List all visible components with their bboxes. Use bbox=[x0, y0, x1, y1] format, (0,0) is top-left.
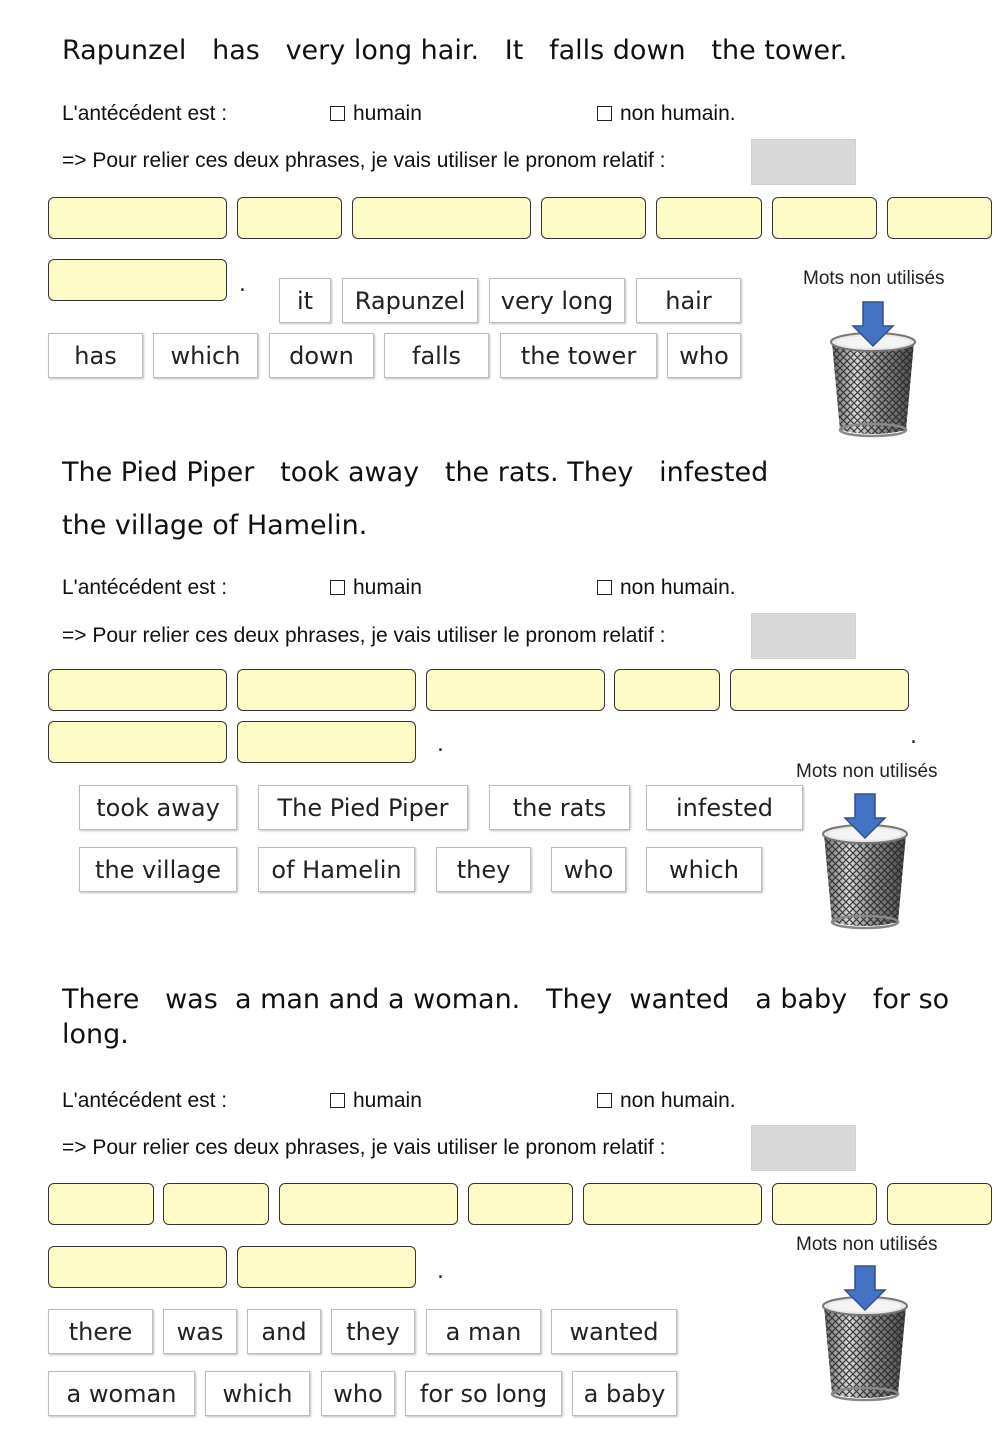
ex1-antecedent-label: L'antécédent est : bbox=[62, 102, 228, 125]
ex2-answer-slot[interactable] bbox=[48, 669, 227, 711]
word-tile[interactable]: which bbox=[153, 333, 258, 378]
checkbox-icon[interactable] bbox=[597, 580, 612, 595]
word-tile[interactable]: for so long bbox=[405, 1371, 562, 1416]
ex1-prompt: => Pour relier ces deux phrases, je vais utiliser le pronom relatif : bbox=[62, 149, 666, 172]
ex1-bin-label: Mots non utilisés bbox=[803, 268, 945, 289]
checkbox-icon[interactable] bbox=[597, 106, 612, 121]
trash-bin-icon[interactable] bbox=[818, 782, 914, 942]
ex3-pronoun-dropzone[interactable] bbox=[751, 1125, 856, 1171]
word-tile[interactable]: of Hamelin bbox=[258, 847, 415, 892]
word-tile[interactable]: they bbox=[331, 1309, 415, 1354]
ex3-option-human[interactable]: humain bbox=[330, 1089, 422, 1113]
ex2-bin-label: Mots non utilisés bbox=[796, 761, 938, 782]
ex2-answer-slot[interactable] bbox=[426, 669, 605, 711]
ex3-answer-slot[interactable] bbox=[48, 1183, 154, 1225]
ex3-answer-slot[interactable] bbox=[237, 1246, 416, 1288]
ex3-bin-label: Mots non utilisés bbox=[796, 1234, 938, 1255]
word-tile[interactable]: The Pied Piper bbox=[258, 785, 468, 830]
word-tile[interactable]: which bbox=[646, 847, 762, 892]
ex3-prompt: => Pour relier ces deux phrases, je vais utiliser le pronom relatif : bbox=[62, 1136, 666, 1159]
word-tile[interactable]: infested bbox=[646, 785, 803, 830]
word-tile[interactable]: a man bbox=[426, 1309, 541, 1354]
word-tile[interactable]: who bbox=[551, 847, 626, 892]
word-tile[interactable]: a woman bbox=[48, 1371, 195, 1416]
word-tile[interactable]: the tower bbox=[500, 333, 657, 378]
ex2-option-nonhuman[interactable]: non humain. bbox=[597, 576, 736, 600]
ex2-option-human[interactable]: humain bbox=[330, 576, 422, 600]
word-tile[interactable]: the village bbox=[79, 847, 237, 892]
word-tile[interactable]: very long bbox=[489, 278, 625, 323]
word-tile[interactable]: hair bbox=[636, 278, 741, 323]
word-tile[interactable]: who bbox=[667, 333, 741, 378]
word-tile[interactable]: was bbox=[163, 1309, 237, 1354]
checkbox-icon[interactable] bbox=[330, 106, 345, 121]
ex2-antecedent-label: L'antécédent est : bbox=[62, 576, 228, 599]
ex3-answer-slot[interactable] bbox=[772, 1183, 877, 1225]
ex1-period: . bbox=[239, 272, 246, 297]
trash-bin-icon[interactable] bbox=[826, 290, 922, 450]
ex1-answer-slot[interactable] bbox=[237, 197, 342, 239]
checkbox-icon[interactable] bbox=[330, 580, 345, 595]
word-tile[interactable]: took away bbox=[79, 785, 237, 830]
ex3-answer-slot[interactable] bbox=[468, 1183, 573, 1225]
ex3-answer-slot[interactable] bbox=[163, 1183, 269, 1225]
word-tile[interactable]: who bbox=[321, 1371, 395, 1416]
ex2-pronoun-dropzone[interactable] bbox=[751, 613, 856, 659]
ex2-answer-slot[interactable] bbox=[48, 721, 227, 763]
ex3-option-nonhuman[interactable]: non humain. bbox=[597, 1089, 736, 1113]
ex1-option-human[interactable]: humain bbox=[330, 102, 422, 126]
ex1-answer-slot[interactable] bbox=[352, 197, 531, 239]
word-tile[interactable]: Rapunzel bbox=[342, 278, 478, 323]
ex3-antecedent-label: L'antécédent est : bbox=[62, 1089, 228, 1112]
ex3-sentence-line1: There was a man and a woman. They wanted a baby for so bbox=[62, 984, 950, 1015]
word-tile[interactable]: they bbox=[436, 847, 531, 892]
word-tile[interactable]: a baby bbox=[572, 1371, 677, 1416]
checkbox-icon[interactable] bbox=[597, 1093, 612, 1108]
ex2-sentence-line1: The Pied Piper took away the rats. They infested bbox=[62, 457, 769, 488]
ex1-answer-slot[interactable] bbox=[48, 197, 227, 239]
ex2-answer-slot[interactable] bbox=[237, 669, 416, 711]
ex3-period: . bbox=[437, 1259, 444, 1284]
word-tile[interactable]: it bbox=[279, 278, 331, 323]
word-tile[interactable]: falls bbox=[384, 333, 489, 378]
ex2-period: . bbox=[437, 732, 444, 757]
ex2-answer-slot[interactable] bbox=[730, 669, 909, 711]
ex2-period-extra: . bbox=[910, 724, 917, 749]
ex1-answer-slot[interactable] bbox=[541, 197, 646, 239]
checkbox-icon[interactable] bbox=[330, 1093, 345, 1108]
ex2-answer-slot[interactable] bbox=[237, 721, 416, 763]
word-tile[interactable]: which bbox=[205, 1371, 310, 1416]
ex3-answer-slot[interactable] bbox=[48, 1246, 227, 1288]
ex2-sentence-line2: the village of Hamelin. bbox=[62, 510, 368, 541]
word-tile[interactable]: there bbox=[48, 1309, 153, 1354]
ex2-answer-slot[interactable] bbox=[614, 669, 720, 711]
ex3-answer-slot[interactable] bbox=[583, 1183, 762, 1225]
ex1-pronoun-dropzone[interactable] bbox=[751, 139, 856, 185]
trash-bin-icon[interactable] bbox=[818, 1254, 914, 1414]
ex1-sentence: Rapunzel has very long hair. It falls down the tower. bbox=[62, 35, 848, 66]
ex1-answer-slot[interactable] bbox=[772, 197, 877, 239]
word-tile[interactable]: has bbox=[48, 333, 143, 378]
word-tile[interactable]: and bbox=[247, 1309, 321, 1354]
word-tile[interactable]: wanted bbox=[551, 1309, 677, 1354]
ex1-answer-slot[interactable] bbox=[656, 197, 762, 239]
ex3-answer-slot[interactable] bbox=[279, 1183, 458, 1225]
word-tile[interactable]: down bbox=[269, 333, 374, 378]
ex3-answer-slot[interactable] bbox=[887, 1183, 992, 1225]
ex1-answer-slot[interactable] bbox=[48, 259, 227, 301]
word-tile[interactable]: the rats bbox=[489, 785, 630, 830]
ex1-option-nonhuman[interactable]: non humain. bbox=[597, 102, 736, 126]
ex3-sentence-line2: long. bbox=[62, 1019, 129, 1050]
ex1-answer-slot[interactable] bbox=[887, 197, 992, 239]
ex2-prompt: => Pour relier ces deux phrases, je vais utiliser le pronom relatif : bbox=[62, 624, 666, 647]
